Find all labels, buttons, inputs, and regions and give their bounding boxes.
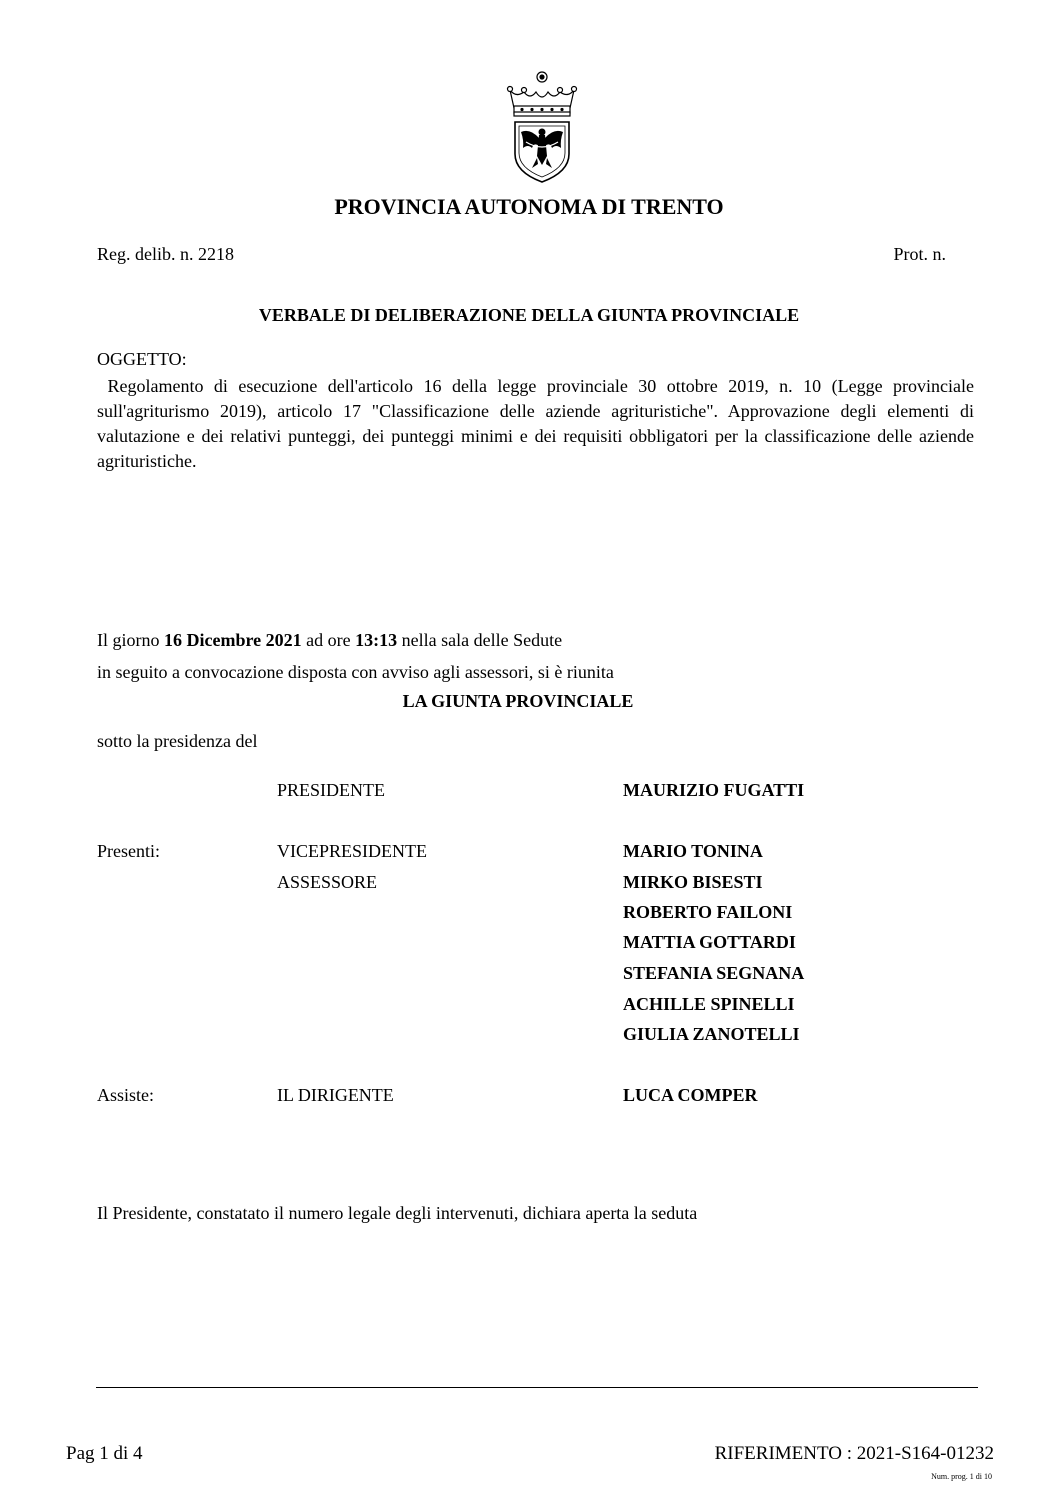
prot-number: Prot. n. bbox=[893, 244, 946, 264]
session-room: nella sala delle Sedute bbox=[397, 630, 563, 650]
oggetto-text bbox=[97, 374, 974, 474]
ore-prefix: ad ore bbox=[301, 630, 356, 650]
president-role: PRESIDENTE bbox=[277, 780, 385, 800]
progressive-number: Num. prog. 1 di 10 bbox=[931, 1472, 992, 1481]
reference-code: RIFERIMENTO : 2021-S164-01232 bbox=[714, 1443, 994, 1464]
vicepresident-role: VICEPRESIDENTE bbox=[277, 841, 427, 861]
oggetto-label: OGGETTO: bbox=[97, 349, 187, 369]
session-date-line bbox=[97, 630, 562, 651]
member-name: GIULIA ZANOTELLI bbox=[623, 1024, 800, 1044]
presenti-label: Presenti: bbox=[97, 841, 160, 861]
dirigente-role: IL DIRIGENTE bbox=[277, 1085, 394, 1105]
member-name: MIRKO BISESTI bbox=[623, 872, 763, 892]
dirigente-name: LUCA COMPER bbox=[623, 1085, 758, 1105]
member-name: STEFANIA SEGNANA bbox=[623, 963, 805, 983]
member-name: ROBERTO FAILONI bbox=[623, 902, 793, 922]
verbale-title: VERBALE DI DELIBERAZIONE DELLA GIUNTA PROVINCIALE bbox=[258, 305, 800, 325]
assessore-role: ASSESSORE bbox=[277, 872, 378, 892]
province-title: PROVINCIA AUTONOMA DI TRENTO bbox=[334, 194, 724, 219]
giorno-prefix: Il giorno bbox=[97, 630, 164, 650]
reg-delib-number: Reg. delib. n. 2218 bbox=[97, 244, 234, 264]
giunta-heading: LA GIUNTA PROVINCIALE bbox=[402, 691, 634, 711]
closing-statement: Il Presidente, constatato il numero legale degli intervenuti, dichiara aperta la seduta bbox=[97, 1203, 698, 1223]
member-name: MARIO TONINA bbox=[623, 841, 763, 861]
assiste-label: Assiste: bbox=[97, 1085, 155, 1105]
footer-divider bbox=[96, 1387, 978, 1388]
session-time: 13:13 bbox=[355, 630, 398, 650]
page-number: Pag 1 di 4 bbox=[66, 1443, 143, 1464]
member-name: ACHILLE SPINELLI bbox=[623, 994, 795, 1014]
trento-eagle-coat-of-arms-icon bbox=[506, 68, 578, 184]
presidency-line: sotto la presidenza del bbox=[97, 731, 258, 751]
convocation-line: in seguito a convocazione disposta con avviso agli assessori, si è riunita bbox=[97, 662, 614, 682]
member-name: MATTIA GOTTARDI bbox=[623, 932, 796, 952]
president-name: MAURIZIO FUGATTI bbox=[623, 780, 805, 800]
oggetto-text-content: Regolamento di esecuzione dell'articolo 16 della legge provinciale 30 ottobre 2019, n. 10 (Legge provinciale sull'agriturismo 2019), articolo 17 "Classificazione delle aziende agrituristiche". Approvazione degli elementi di valutazione e dei relativi punteggi, dei punteggi minimi e dei requisiti obbligatori per la classificazione delle aziende agrituristiche. bbox=[97, 376, 974, 471]
session-date: 16 Dicembre 2021 bbox=[164, 630, 302, 650]
